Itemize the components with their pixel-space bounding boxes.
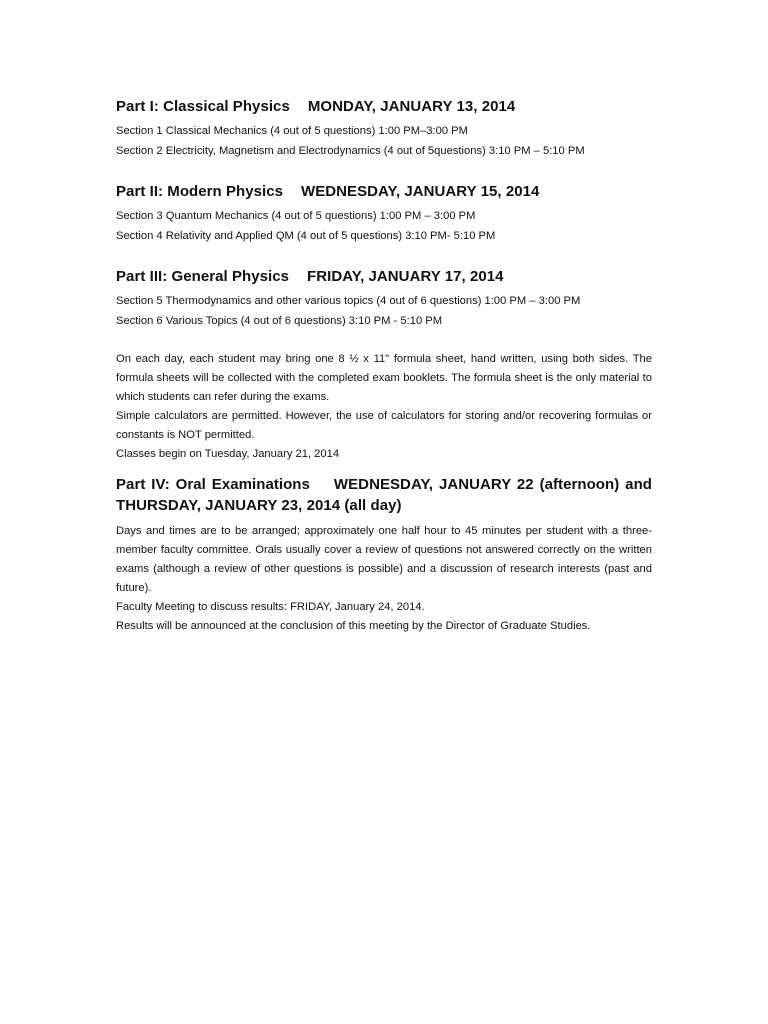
part3-title: Part III: General Physics bbox=[116, 268, 289, 285]
part1-date: MONDAY, JANUARY 13, 2014 bbox=[307, 98, 516, 115]
part3-heading bbox=[116, 266, 652, 287]
part1-title: Part I: Classical Physics bbox=[116, 98, 290, 115]
results-note: Results will be announced at the conclusion of this meeting by the Director of Graduate Studies. bbox=[116, 620, 591, 632]
exam-schedule-document bbox=[116, 96, 652, 636]
part2-section3: Section 3 Quantum Mechanics (4 out of 5 questions) 1:00 PM – 3:00 PM bbox=[116, 210, 476, 222]
part2-date: WEDNESDAY, JANUARY 15, 2014 bbox=[301, 183, 540, 200]
classes-begin-note: Classes begin on Tuesday, January 21, 2014 bbox=[116, 448, 340, 460]
part4-date: WEDNESDAY, JANUARY 22 (afternoon) and THURSDAY, JANUARY 23, 2014 (all day) bbox=[116, 476, 652, 514]
part3-section5: Section 5 Thermodynamics and other various topics (4 out of 6 questions) 1:00 PM – 3:00 PM bbox=[116, 295, 581, 307]
part1-section2: Section 2 Electricity, Magnetism and Electrodynamics (4 out of 5questions) 3:10 PM – 5:10 PM bbox=[116, 144, 585, 157]
faculty-meeting-note: Faculty Meeting to discuss results: FRIDAY, January 24, 2014. bbox=[116, 601, 425, 613]
calculator-note: Simple calculators are permitted. However, the use of calculators for storing and/or recovering formulas or constants is NOT permitted. bbox=[116, 410, 652, 441]
part1-section1: Section 1 Classical Mechanics (4 out of 5 questions) 1:00 PM–3:00 PM bbox=[116, 125, 468, 137]
part2-section4: Section 4 Relativity and Applied QM (4 out of 5 questions) 3:10 PM- 5:10 PM bbox=[116, 229, 496, 242]
part3-section6: Section 6 Various Topics (4 out of 6 questions) 3:10 PM - 5:10 PM bbox=[116, 314, 443, 327]
part2-heading bbox=[116, 181, 652, 202]
part4-heading bbox=[116, 474, 652, 516]
part3-date: FRIDAY, JANUARY 17, 2014 bbox=[307, 268, 504, 285]
part4-title: Part IV: Oral Examinations bbox=[116, 476, 310, 493]
oral-exam-description: Days and times are to be arranged; approximately one half hour to 45 minutes per student with a three-member faculty committee. Orals usually cover a review of questions not answered correctly on the written exams (although a review of other questions is possible) and a discussion of research interests (past and future). bbox=[116, 525, 652, 594]
part2-title: Part II: Modern Physics bbox=[116, 183, 284, 200]
formula-sheet-note: On each day, each student may bring one 8 ½ x 11" formula sheet, hand written, using both sides. The formula sheets will be collected with the completed exam booklets. The formula sheet is the only material to which students can refer during the exams. bbox=[116, 353, 652, 403]
part1-heading bbox=[116, 96, 652, 117]
